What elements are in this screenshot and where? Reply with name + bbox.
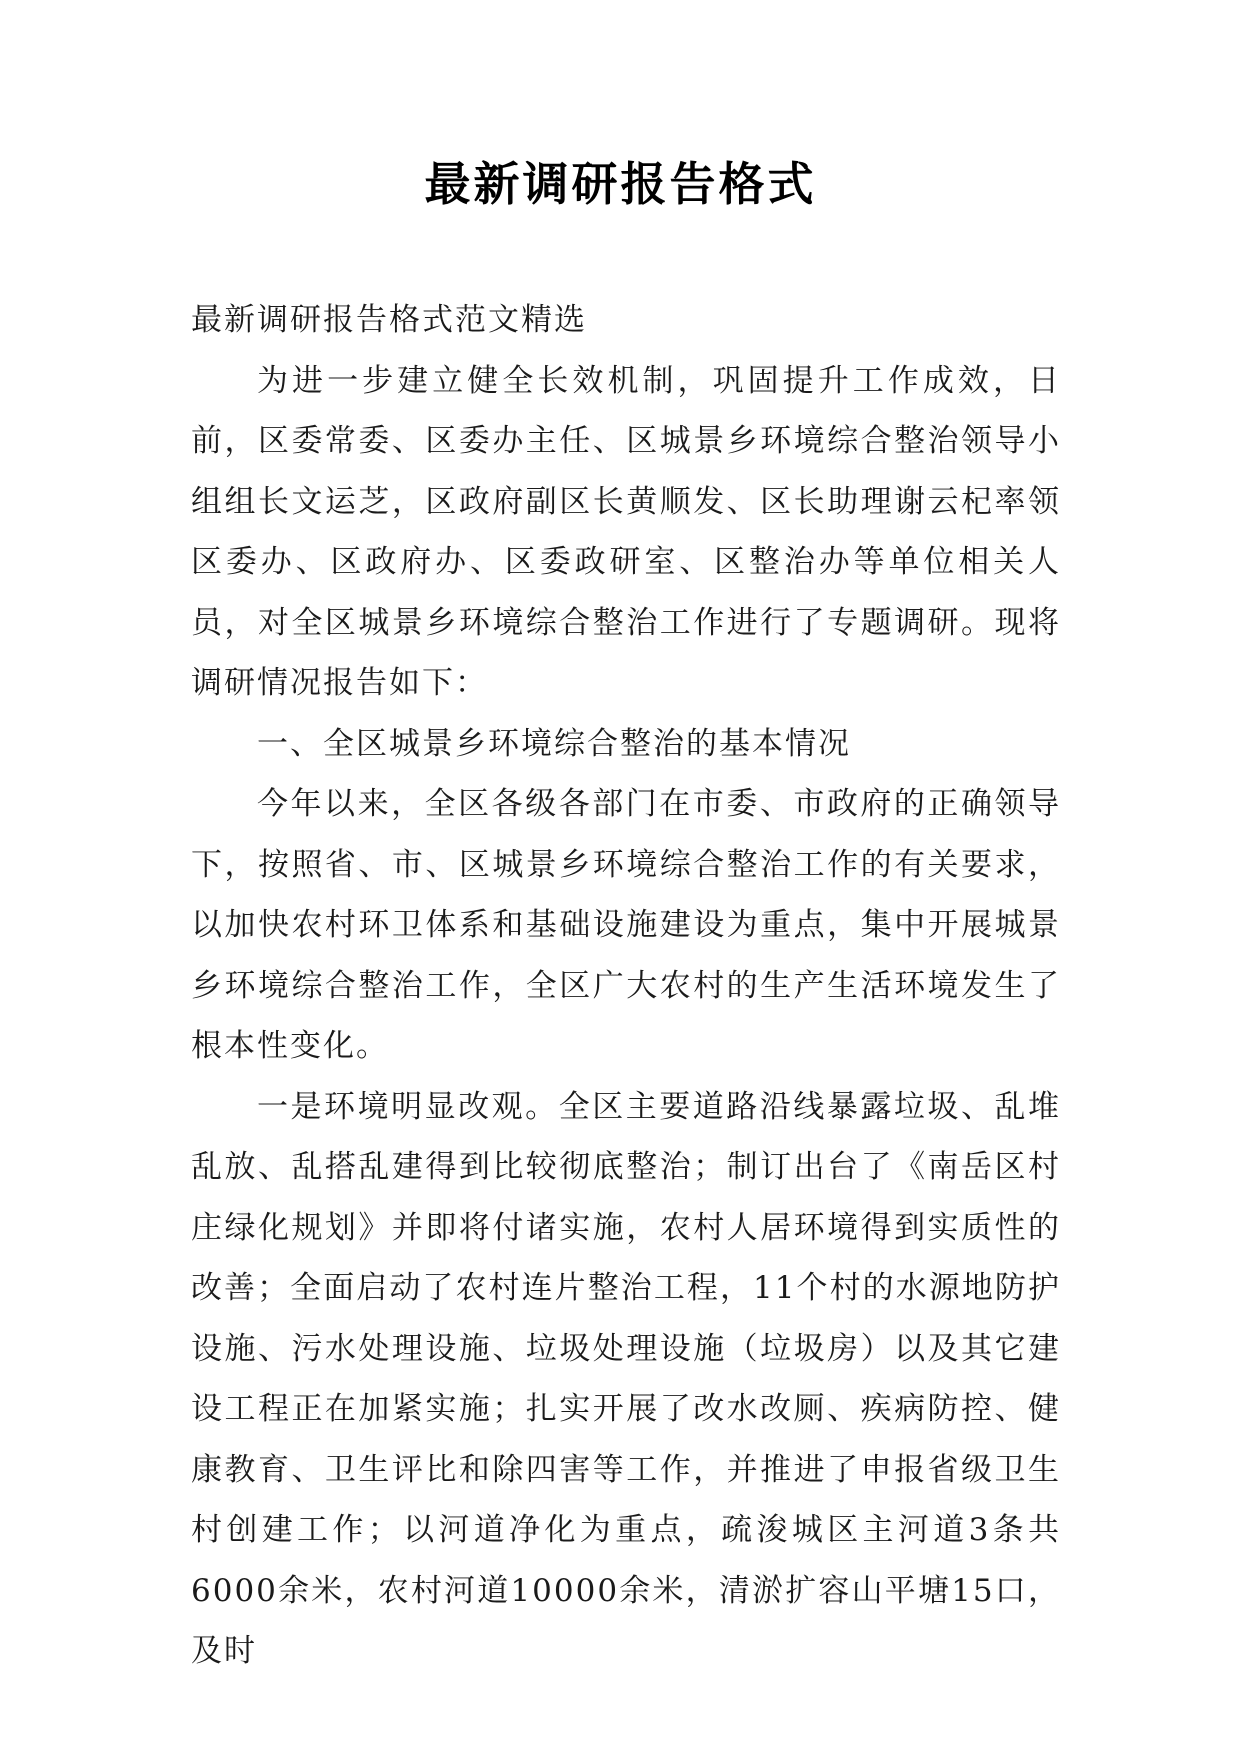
paragraph-overview: 今年以来，全区各级各部门在市委、市政府的正确领导下，按照省、市、区城景乡环境综合整治工作的有关要求，以加快农村环卫体系和基础设施建设为重点，集中开展城景乡环境综合整治工作，全区广大农村的生产生活环境发生了根本性变化。 bbox=[191, 786, 1061, 1064]
document-subtitle: 最新调研报告格式范文精选 bbox=[191, 302, 587, 338]
section-heading: 一、全区城景乡环境综合整治的基本情况 bbox=[257, 725, 851, 762]
paragraph-intro: 为进一步建立健全长效机制，巩固提升工作成效，日前，区委常委、区委办主任、区城景乡环境综合整治领导小组组长文运芝，区政府副区长黄顺发、区长助理谢云杞率领区委办、区政府办、区委政研室、区整治办等单位相关人员，对全区城景乡环境综合整治工作进行了专题调研。现将调研情况报告如下： bbox=[191, 362, 1061, 701]
document-title: 最新调研报告格式 bbox=[424, 157, 817, 211]
document-body bbox=[191, 290, 1061, 1682]
paragraph-environment: 一是环境明显改观。全区主要道路沿线暴露垃圾、乱堆乱放、乱搭乱建得到比较彻底整治；制订出台了《南岳区村庄绿化规划》并即将付诸实施，农村人居环境得到实质性的改善；全面启动了农村连片整治工程，11个村的水源地防护设施、污水处理设施、垃圾处理设施（垃圾房）以及其它建设工程正在加紧实施；扎实开展了改水改厕、疾病防控、健康教育、卫生评比和除四害等工作，并推进了申报省级卫生村创建工作；以河道净化为重点，疏浚城区主河道3条共6000余米，农村河道10000余米，清淤扩容山平塘15口，及时 bbox=[191, 1088, 1061, 1669]
